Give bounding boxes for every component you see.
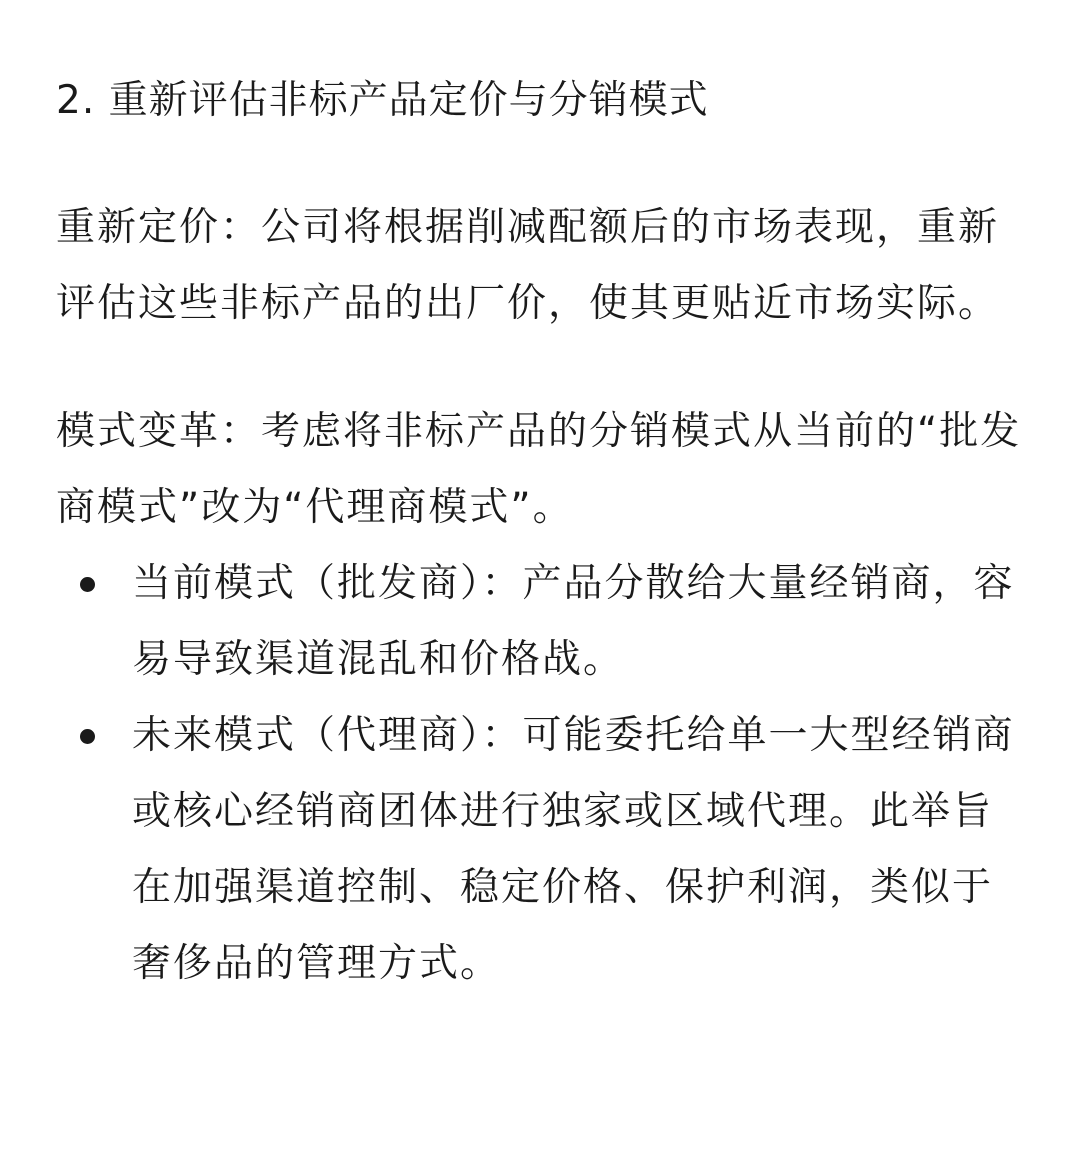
model-bullet-list — [56, 546, 1031, 1002]
bullet-icon — [80, 577, 95, 592]
section-heading: 2. 重新评估非标产品定价与分销模式 — [56, 78, 709, 123]
future-model-text: 未来模式（代理商）：可能委托给单一大型经销商或核心经销商团体进行独家或区域代理。此举旨在加强渠道控制、稳定价格、保护利润，类似于奢侈品的管理方式。 — [132, 713, 1015, 986]
repricing-paragraph: 重新定价：公司将根据削减配额后的市场表现，重新评估这些非标产品的出厂价，使其更贴近市场实际。 — [56, 205, 1000, 326]
list-item — [56, 546, 1031, 698]
current-model-text: 当前模式（批发商）：产品分散给大量经销商，容易导致渠道混乱和价格战。 — [132, 561, 1015, 682]
model-change-paragraph: 模式变革：考虑将非标产品的分销模式从当前的“批发商模式”改为“代理商模式”。 — [56, 409, 1022, 530]
list-item — [56, 698, 1031, 1002]
document-body — [56, 64, 1031, 1002]
bullet-icon — [80, 729, 95, 744]
